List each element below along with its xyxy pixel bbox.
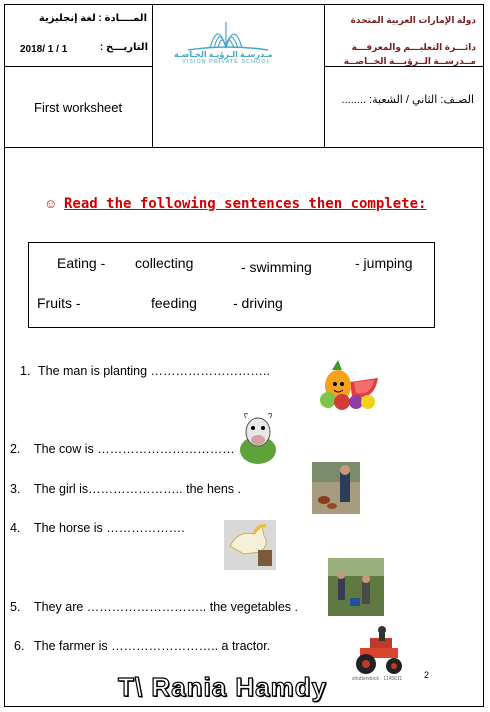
date-label: التاريـــخ : [99,42,148,53]
word-bank-item: Eating - [57,255,106,271]
ministry-line-3: مــدرســة الــرؤيـــة الخــاصــة [343,56,476,66]
school-logo [168,14,288,66]
ministry-line-2: دائـــرة التعليـــم والمعرفـــة [351,42,476,52]
cow-image [236,410,282,468]
header-bottom-rule [153,147,324,148]
question-text: They are ……………………….. the vegetables . [34,600,298,614]
subject-label: المــــادة : لغة إنجليزية [38,13,147,24]
date-value: 2018/ 1 / 1 [20,44,68,55]
class-info-box [324,66,484,148]
question-number: 2. [10,442,21,456]
tractor-caption: shutterstock · 1145611 [352,676,403,682]
question-text: The farmer is …………………….. a tractor. [34,639,271,653]
question-number: 3. [10,482,21,496]
author-signature: T\ Rania Hamdy [118,672,328,702]
question-number: 4. [10,521,21,535]
people-harvesting-image [328,558,384,616]
question-number: 5. [10,600,21,614]
class-label: الصـف: الثاني / الشعبة: ........ [341,94,474,106]
word-bank-item: - jumping [355,255,413,271]
question-text: The man is planting ……………………….. [38,364,271,378]
question-text: The horse is ………………. [34,521,185,535]
school-name-ar: مـدرسـة الـرؤيـة الخـاصـة [174,50,273,59]
page-number: 2 [424,670,430,680]
fruits-image [316,356,384,414]
instruction-text: Read the following sentences then complete: [64,196,427,212]
question-number: 1. [20,364,31,378]
instruction-bullet-icon: ☺ [44,196,58,211]
tractor-image [352,624,408,684]
school-name-en: VISION PRIVATE SCHOOL [182,59,271,65]
word-bank-item: collecting [135,255,194,271]
worksheet-title: First worksheet [34,100,123,115]
horse-image [224,520,276,570]
word-bank-item: - swimming [241,259,312,275]
word-bank [28,242,435,328]
word-bank-item: feeding [151,295,197,311]
girl-feeding-hens-image [312,462,360,514]
ministry-line-1: دولة الإمارات العربية المتحدة [350,15,476,25]
word-bank-item: - driving [233,295,283,311]
word-bank-item: Fruits - [37,295,81,311]
question-text: The cow is …………………………… [34,442,235,456]
question-number: 6. [14,639,25,653]
question-text: The girl is………………….. the hens . [34,482,242,496]
